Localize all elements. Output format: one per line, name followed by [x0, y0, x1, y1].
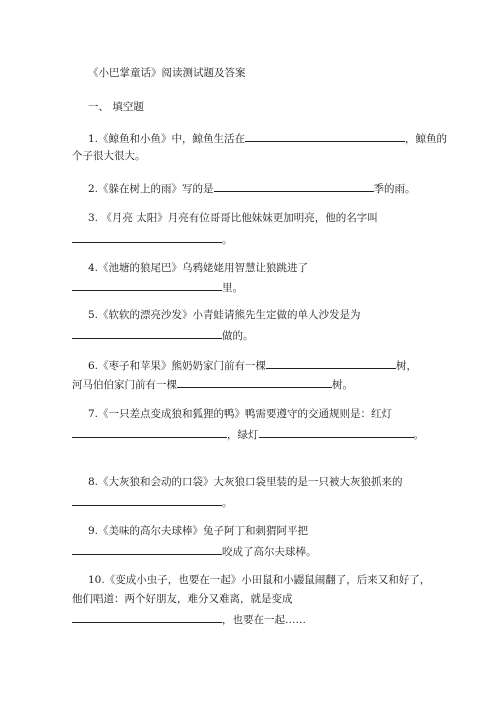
question-2	[88, 180, 416, 196]
q1-blank	[245, 130, 405, 142]
question-1	[88, 130, 447, 146]
q3-blank	[72, 231, 222, 243]
q7-blank-2	[259, 426, 414, 438]
question-3: 3. 《月亮 太阳》月亮有位哥哥比他妹妹更加明亮，他的名字叫	[88, 212, 378, 224]
q1-text-end: ，鲸鱼的	[405, 133, 448, 145]
q5-text-end: 做的。	[222, 330, 254, 342]
question-3-cont	[72, 231, 233, 247]
q8-text-end: 。	[222, 497, 233, 509]
section-heading: 一、 填空题	[88, 101, 144, 113]
question-9-cont	[72, 543, 317, 559]
q6-blank-1	[266, 357, 396, 369]
question-8: 8.《大灰狼和会动的口袋》大灰狼口袋里装的是一只被大灰狼抓来的	[88, 476, 403, 488]
question-8-cont	[72, 494, 233, 510]
question-6-cont	[72, 376, 353, 392]
q7-text-mid: ，绿灯	[227, 429, 259, 441]
question-4-cont	[72, 279, 243, 295]
question-7-cont	[72, 426, 424, 442]
question-10-cont: 他们唱道：两个好朋友，难分又难离，就是变成	[72, 593, 293, 605]
q6-text: 6.《枣子和苹果》熊奶奶家门前有一棵	[88, 360, 267, 372]
q7-blank-1	[72, 426, 227, 438]
q10-text-end: ，也要在一起……	[222, 614, 306, 626]
question-7: 7.《一只差点变成狼和狐狸的鸭》鸭需要遵守的交通规则是：红灯	[88, 408, 393, 420]
question-1-cont: 个子很大很大。	[72, 150, 146, 162]
q1-text: 1.《鲸鱼和小鱼》中，鲸鱼生活在	[88, 133, 246, 145]
question-6	[88, 357, 417, 373]
document-title: 《小巴掌童话》阅读测试题及答案	[88, 67, 246, 79]
q6-text-end: 树。	[332, 379, 353, 391]
q6-text-2: 河马伯伯家门前有一棵	[72, 379, 177, 391]
q2-text-end: 季的雨。	[373, 183, 416, 195]
question-5: 5.《软软的漂亮沙发》小青蛙请熊先生定做的单人沙发是为	[88, 309, 361, 321]
q4-text-end: 里。	[222, 282, 243, 294]
q4-blank	[72, 279, 222, 291]
q8-blank	[72, 494, 222, 506]
q2-blank	[214, 180, 374, 192]
q9-blank	[72, 543, 222, 555]
question-10: 10.《变成小虫子，也要在一起》小田鼠和小鼹鼠闹翻了，后来又和好了，	[88, 574, 431, 586]
question-5-cont	[72, 327, 254, 343]
q9-text-end: 咬成了高尔夫球棒。	[222, 546, 317, 558]
q3-text-end: 。	[222, 234, 233, 246]
question-10-cont-2	[72, 611, 306, 627]
q2-text: 2.《躲在树上的雨》写的是	[88, 183, 214, 195]
question-9: 9.《美味的高尔夫球棒》兔子阿丁和刺猬阿平把	[88, 525, 309, 537]
q10-blank	[72, 611, 222, 623]
q6-blank-2	[177, 376, 332, 388]
q5-blank	[72, 327, 222, 339]
q7-text-end: 。	[413, 429, 424, 441]
q6-text-mid: 树，	[396, 360, 418, 372]
question-4: 4.《池塘的狼尾巴》乌鸦姥姥用智慧让狼跳进了	[88, 262, 309, 274]
